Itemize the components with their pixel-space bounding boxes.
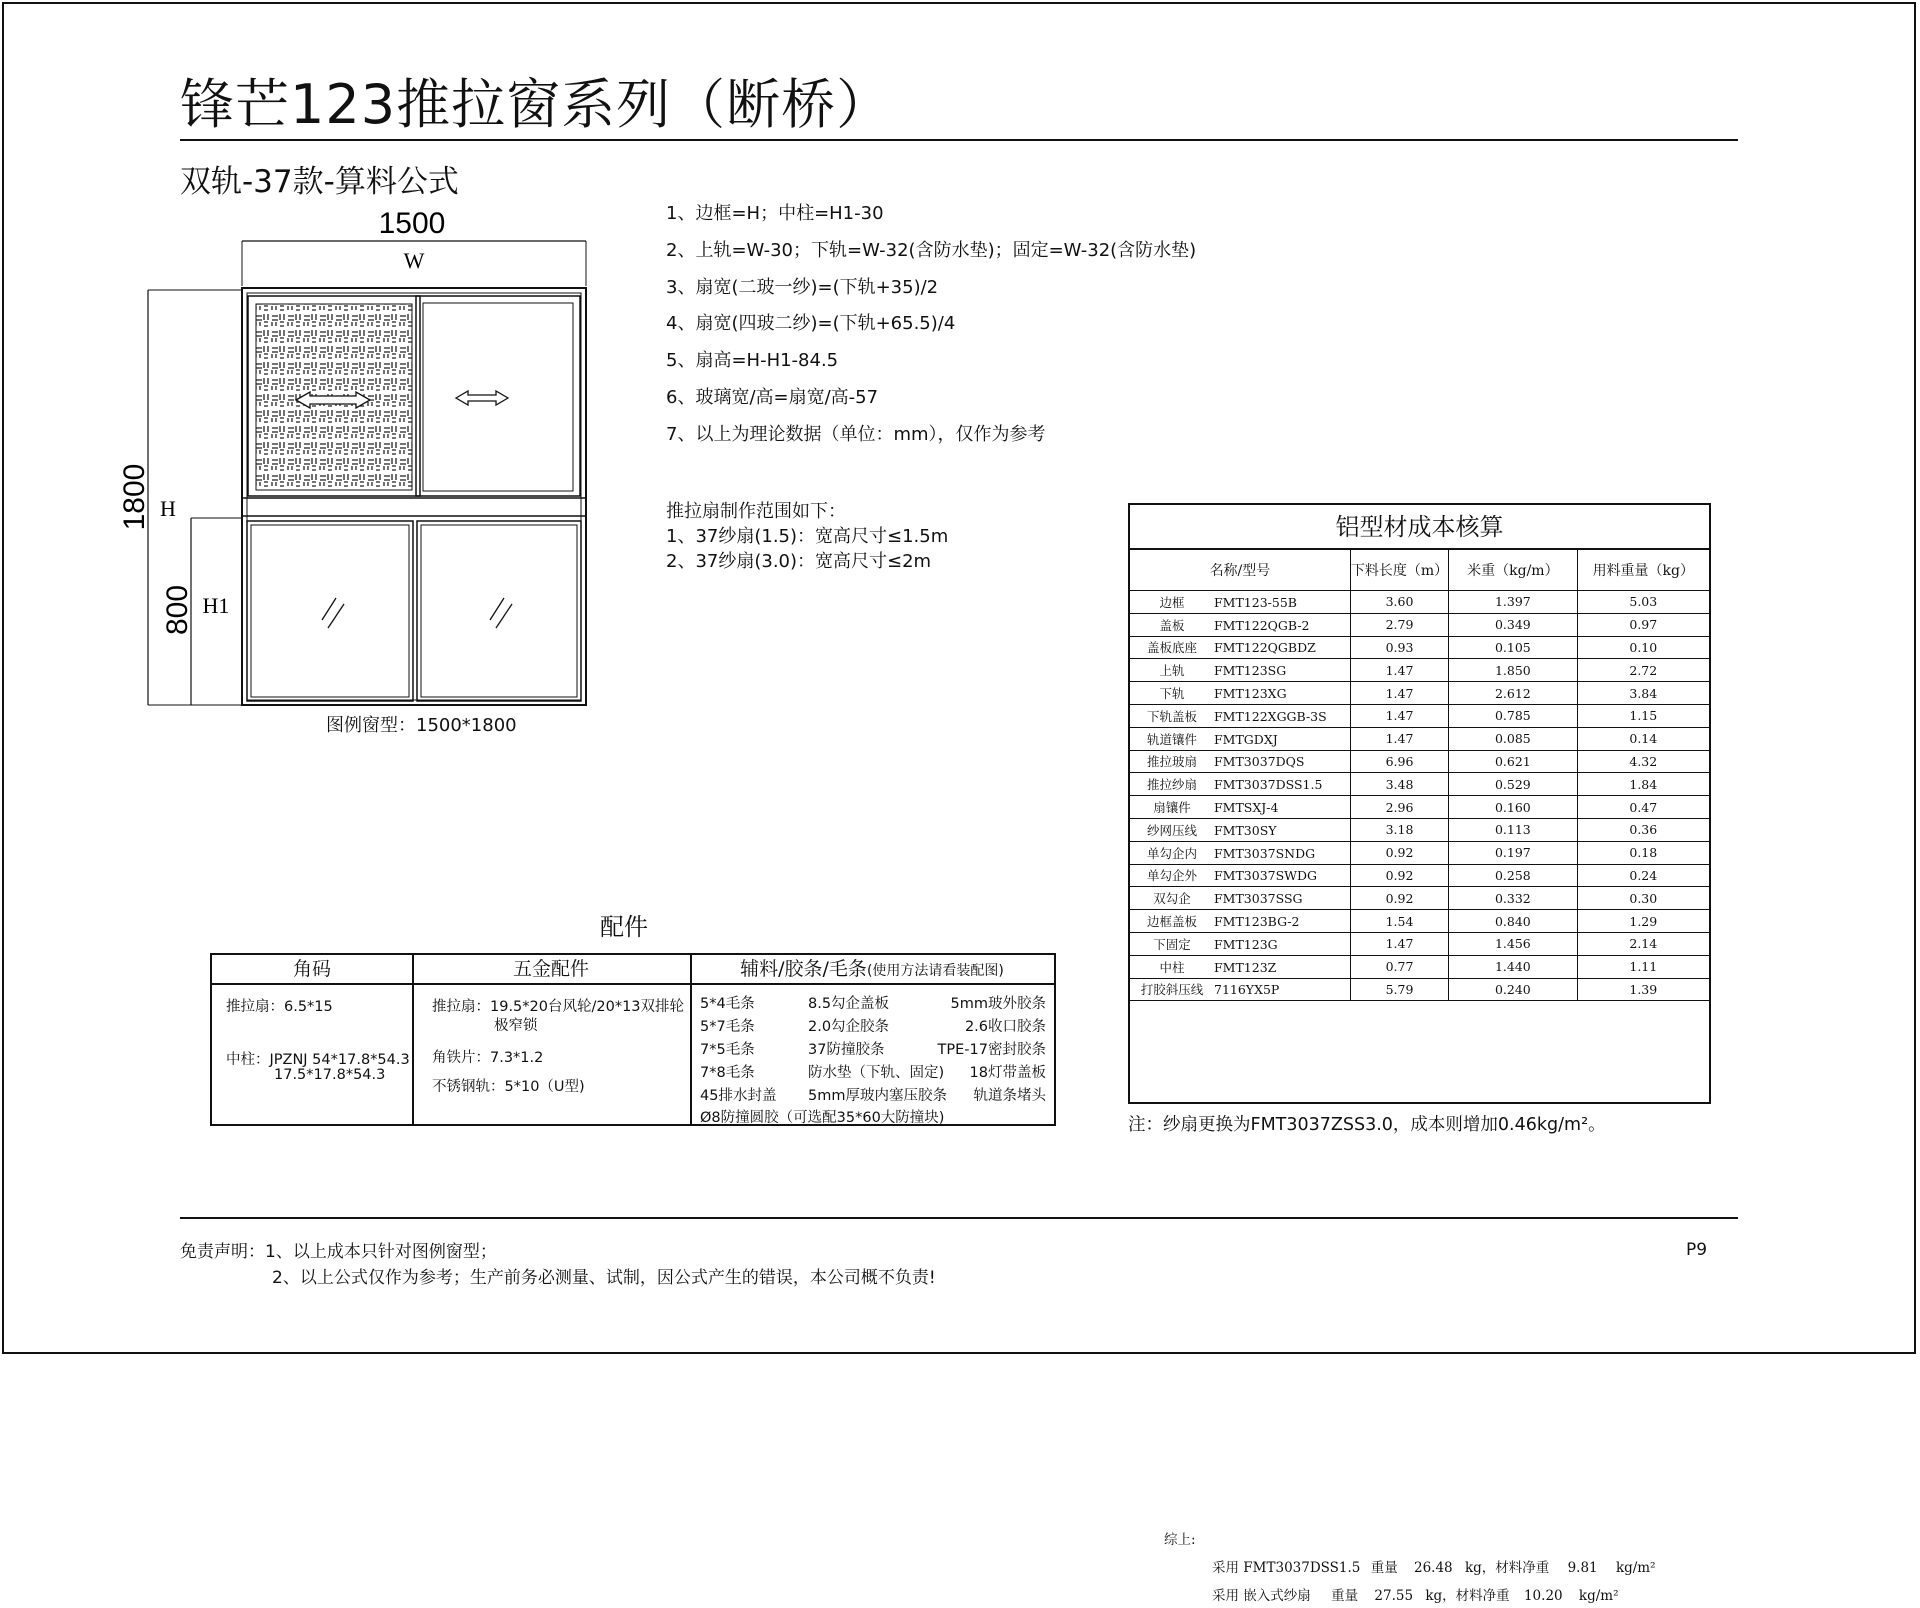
value-cell: 1.47: [1350, 704, 1448, 727]
value-cell: 3.60: [1350, 591, 1448, 614]
part-name: 打胶斜压线: [1140, 982, 1204, 998]
fittings-title: 配件: [600, 913, 648, 941]
part-model: FMT122QGBDZ: [1214, 640, 1316, 656]
value-cell: 0.14: [1577, 727, 1709, 750]
value-cell: 2.72: [1577, 659, 1709, 682]
value-cell: 1.397: [1449, 591, 1577, 614]
header-cell: 下料长度（m）: [1350, 550, 1448, 591]
cost-grid: [1130, 550, 1709, 1001]
value-cell: 0.36: [1577, 818, 1709, 841]
value-cell: 0.97: [1577, 613, 1709, 636]
value-cell: 1.39: [1577, 978, 1709, 1001]
part-model: FMTSXJ-4: [1214, 800, 1279, 816]
sash-range: [666, 499, 948, 574]
disclaimer-line: 2、以上公式仅作为参考；生产前务必测量、试制，因公式产生的错误，本公司概不负责!: [272, 1268, 936, 1288]
sliding-arrow-icon: [456, 391, 508, 405]
aux-item: 18灯带盖板: [969, 1065, 1046, 1081]
part-model: 7116YX5P: [1214, 982, 1280, 998]
value-cell: 0.47: [1577, 796, 1709, 819]
name-cell: [1130, 841, 1350, 864]
part-name: 下轨: [1159, 686, 1185, 702]
value-cell: 0.332: [1449, 887, 1577, 910]
width-dimension: 1500: [378, 207, 446, 240]
aux-item: 37防撞胶条: [808, 1042, 885, 1058]
formula-item: 5、扇高=H-H1-84.5: [666, 350, 839, 372]
name-cell: [1130, 727, 1350, 750]
fittings-header-hardware: 五金配件: [412, 955, 690, 985]
value-cell: 1.84: [1577, 773, 1709, 796]
height-symbol: H: [160, 496, 176, 521]
width-symbol: W: [403, 248, 425, 273]
part-model: FMTGDXJ: [1214, 731, 1278, 747]
fittings-header-corner: 角码: [212, 955, 412, 985]
fittings-header-aux-label: 辅料/胶条/毛条: [740, 958, 867, 980]
aux-item: 7*8毛条: [700, 1065, 755, 1081]
cost-row: [1130, 636, 1709, 659]
part-name: 盖板底座: [1146, 640, 1197, 656]
value-cell: 2.14: [1577, 932, 1709, 955]
formula-item: 7、以上为理论数据（单位：mm），仅作为参考: [666, 423, 1046, 445]
value-cell: 0.085: [1449, 727, 1577, 750]
part-name: 双勾企: [1153, 891, 1191, 907]
aux-item: 5*4毛条: [700, 996, 755, 1012]
value-cell: 0.105: [1449, 636, 1577, 659]
part-model: FMT122QGB-2: [1214, 617, 1310, 633]
part-model: FMT123XG: [1214, 686, 1287, 702]
part-model: FMT3037DQS: [1214, 754, 1305, 770]
height-dimension: 1800: [118, 463, 151, 531]
disclaimer-line: 1、以上成本只针对图例窗型；: [265, 1242, 497, 1262]
lower-dimension: 800: [161, 584, 194, 636]
part-model: FMT3037SSG: [1214, 891, 1303, 907]
summary-line: 采用 嵌入式纱扇 重量 27.55 kg，材料净重 10.20 kg/m²: [1212, 1588, 1619, 1604]
disclaimer: [180, 1239, 936, 1291]
formula-item: 1、边框=H；中柱=H1-30: [666, 203, 884, 224]
value-cell: 1.29: [1577, 910, 1709, 933]
title-divider: [180, 139, 1738, 141]
value-cell: 0.785: [1449, 704, 1577, 727]
page-title: 锋芒123推拉窗系列（断桥）: [180, 73, 892, 136]
value-cell: 0.529: [1449, 773, 1577, 796]
value-cell: 5.79: [1350, 978, 1448, 1001]
page-number: P9: [1686, 1240, 1708, 1260]
value-cell: 0.113: [1449, 818, 1577, 841]
value-cell: 0.349: [1449, 613, 1577, 636]
name-cell: [1130, 750, 1350, 773]
formula-item: 6、玻璃宽/高=扇宽/高-57: [666, 386, 879, 408]
hardware-item: 极窄锁: [494, 1018, 538, 1034]
name-cell: [1130, 864, 1350, 887]
part-model: FMT3037SWDG: [1214, 868, 1318, 884]
cost-row: [1130, 818, 1709, 841]
value-cell: 3.18: [1350, 818, 1448, 841]
cost-row: [1130, 750, 1709, 773]
formula-item: 4、扇宽(四玻二纱)=(下轨+65.5)/4: [666, 313, 956, 335]
header-cell: 米重（kg/m）: [1449, 550, 1577, 591]
value-cell: 0.621: [1449, 750, 1577, 773]
value-cell: 0.10: [1577, 636, 1709, 659]
value-cell: 0.92: [1350, 864, 1448, 887]
header-cell: 用料重量（kg）: [1577, 550, 1709, 591]
cost-row: [1130, 659, 1709, 682]
cost-row: [1130, 978, 1709, 1001]
name-cell: [1130, 613, 1350, 636]
part-model: FMT123G: [1214, 936, 1278, 952]
part-name: 下轨盖板: [1146, 708, 1197, 724]
cost-summary: [1130, 1508, 1709, 1608]
value-cell: 0.197: [1449, 841, 1577, 864]
value-cell: 3.48: [1350, 773, 1448, 796]
aux-item: Ø8防撞圆胶（可选配35*60大防撞块): [700, 1110, 945, 1126]
value-cell: 2.79: [1350, 613, 1448, 636]
formula-item: 2、上轨=W-30；下轨=W-32(含防水垫)；固定=W-32(含防水垫): [666, 239, 1197, 261]
value-cell: 4.32: [1577, 750, 1709, 773]
cost-row: [1130, 841, 1709, 864]
part-name: 上轨: [1159, 663, 1185, 679]
range-item: 1、37纱扇(1.5)：宽高尺寸≤1.5m: [666, 526, 949, 547]
part-name: 下固定: [1153, 936, 1191, 952]
part-name: 边框: [1159, 594, 1185, 610]
cost-header-row: [1130, 550, 1709, 591]
part-name: 推拉纱扇: [1146, 777, 1197, 793]
fittings-table: [210, 953, 1056, 1126]
hardware-item: 角铁片：7.3*1.2: [432, 1050, 544, 1066]
aux-item: 防水垫（下轨、固定): [808, 1065, 945, 1081]
part-name: 盖板: [1159, 617, 1185, 633]
value-cell: 3.84: [1577, 682, 1709, 705]
value-cell: 0.840: [1449, 910, 1577, 933]
value-cell: 0.93: [1350, 636, 1448, 659]
part-name: 轨道镶件: [1146, 731, 1197, 747]
corner-item: 17.5*17.8*54.3: [274, 1067, 386, 1083]
page-subtitle: 双轨-37款-算料公式: [180, 164, 459, 200]
window-drawing: [110, 200, 610, 720]
range-title: 推拉扇制作范围如下：: [666, 501, 846, 522]
corner-item: 推拉扇：6.5*15: [226, 999, 333, 1015]
part-name: 纱网压线: [1146, 822, 1197, 838]
value-cell: 1.47: [1350, 727, 1448, 750]
name-cell: [1130, 682, 1350, 705]
drawing-caption: 图例窗型：1500*1800: [326, 715, 517, 736]
value-cell: 0.92: [1350, 841, 1448, 864]
value-cell: 1.15: [1577, 704, 1709, 727]
value-cell: 0.92: [1350, 887, 1448, 910]
part-name: 推拉玻扇: [1146, 754, 1197, 770]
cost-row: [1130, 887, 1709, 910]
value-cell: 5.03: [1577, 591, 1709, 614]
value-cell: 2.612: [1449, 682, 1577, 705]
part-name: 单勾企外: [1146, 868, 1197, 884]
part-model: FMT123-55B: [1214, 594, 1297, 610]
value-cell: 0.258: [1449, 864, 1577, 887]
part-model: FMT123BG-2: [1214, 914, 1300, 930]
aux-item: 2.0勾企胶条: [808, 1019, 890, 1035]
value-cell: 6.96: [1350, 750, 1448, 773]
lower-symbol: H1: [202, 593, 230, 618]
hardware-item: 推拉扇：19.5*20台风轮/20*13双排轮: [432, 999, 685, 1015]
cost-row: [1130, 727, 1709, 750]
footer-divider: [180, 1217, 1738, 1219]
cost-row: [1130, 613, 1709, 636]
part-model: FMT123SG: [1214, 663, 1287, 679]
aux-item: 5mm玻外胶条: [950, 996, 1046, 1012]
value-cell: 2.96: [1350, 796, 1448, 819]
aux-item: 5mm厚玻内塞压胶条: [808, 1088, 947, 1104]
value-cell: 0.30: [1577, 887, 1709, 910]
name-cell: [1130, 591, 1350, 614]
cost-note: 注：纱扇更换为FMT3037ZSS3.0，成本则增加0.46kg/m²。: [1128, 1115, 1606, 1135]
aux-item: 2.6收口胶条: [964, 1019, 1046, 1035]
cost-row: [1130, 864, 1709, 887]
value-cell: 0.77: [1350, 955, 1448, 978]
aux-item: 8.5勾企盖板: [808, 996, 890, 1012]
aux-item: 轨道条堵头: [973, 1088, 1046, 1104]
cost-title: 铝型材成本核算: [1130, 505, 1709, 550]
value-cell: 1.456: [1449, 932, 1577, 955]
part-name: 扇镶件: [1153, 800, 1191, 816]
header-cell: 名称/型号: [1130, 550, 1350, 591]
corner-item: 中柱：JPZNJ 54*17.8*54.3: [226, 1052, 410, 1068]
value-cell: 1.47: [1350, 682, 1448, 705]
value-cell: 1.47: [1350, 932, 1448, 955]
value-cell: 0.18: [1577, 841, 1709, 864]
summary-label: 综上:: [1164, 1532, 1196, 1548]
cost-row: [1130, 955, 1709, 978]
value-cell: 1.47: [1350, 659, 1448, 682]
value-cell: 0.240: [1449, 978, 1577, 1001]
formula-item: 3、扇宽(二玻一纱)=(下轨+35)/2: [666, 276, 939, 298]
name-cell: [1130, 932, 1350, 955]
cost-row: [1130, 910, 1709, 933]
name-cell: [1130, 955, 1350, 978]
formula-list: [666, 196, 1196, 454]
part-name: 中柱: [1159, 959, 1185, 975]
cost-row: [1130, 704, 1709, 727]
hardware-item: 不锈钢轨：5*10（U型): [432, 1079, 585, 1095]
value-cell: 0.160: [1449, 796, 1577, 819]
name-cell: [1130, 659, 1350, 682]
part-model: FMT3037SNDG: [1214, 845, 1316, 861]
cost-row: [1130, 796, 1709, 819]
part-name: 单勾企内: [1146, 845, 1197, 861]
fittings-header-aux-note: (使用方法请看装配图): [866, 963, 1004, 979]
name-cell: [1130, 887, 1350, 910]
aux-item: 45排水封盖: [700, 1088, 777, 1104]
name-cell: [1130, 796, 1350, 819]
value-cell: 1.54: [1350, 910, 1448, 933]
aux-item: TPE-17密封胶条: [937, 1042, 1046, 1058]
name-cell: [1130, 818, 1350, 841]
value-cell: 1.850: [1449, 659, 1577, 682]
part-model: FMT123Z: [1214, 959, 1277, 975]
aux-item: 7*5毛条: [700, 1042, 755, 1058]
name-cell: [1130, 704, 1350, 727]
name-cell: [1130, 773, 1350, 796]
value-cell: 1.11: [1577, 955, 1709, 978]
cost-row: [1130, 932, 1709, 955]
disclaimer-label: 免责声明：: [180, 1242, 265, 1262]
fittings-header-aux: [690, 955, 1054, 985]
range-item: 2、37纱扇(3.0)：宽高尺寸≤2m: [666, 551, 932, 572]
name-cell: [1130, 636, 1350, 659]
part-model: FMT30SY: [1214, 822, 1277, 838]
name-cell: [1130, 978, 1350, 1001]
part-model: FMT122XGGB-3S: [1214, 708, 1327, 724]
cost-row: [1130, 773, 1709, 796]
name-cell: [1130, 910, 1350, 933]
summary-line: 采用 FMT3037DSS1.5 重量 26.48 kg，材料净重 9.81 kg/m²: [1212, 1560, 1656, 1576]
value-cell: 0.24: [1577, 864, 1709, 887]
cost-row: [1130, 682, 1709, 705]
part-name: 边框盖板: [1146, 914, 1197, 930]
part-model: FMT3037DSS1.5: [1214, 777, 1323, 793]
cost-row: [1130, 591, 1709, 614]
aux-item: 5*7毛条: [700, 1019, 755, 1035]
value-cell: 1.440: [1449, 955, 1577, 978]
